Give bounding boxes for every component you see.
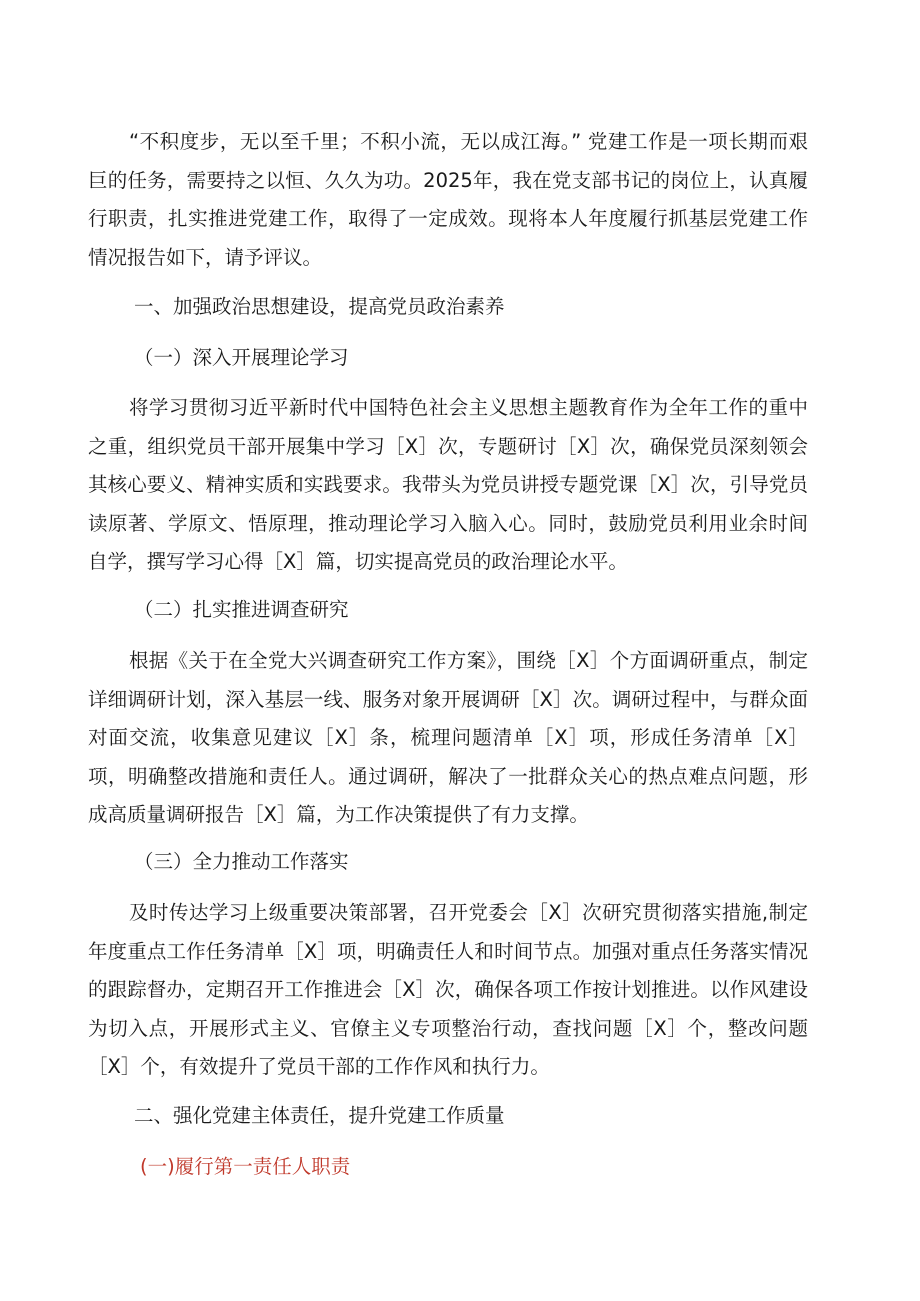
subsection-3-heading: （三）全力推动工作落实 xyxy=(134,850,349,873)
subsection-2-paragraph: 根据《关于在全党大兴调查研究工作方案》，围绕［X］个方面调研重点，制定详细调研计划，深入基层一线、服务对象开展调研［X］次。调研过程中，与群众面对面交流，收集意见建议［X］条，梳理问题清单［X］项，形成任务清单［X］项，明确整改措施和责任人。通过调研，解决了一批群众关心的热点难点问题，形成高质量调研报告［X］篇，为工作决策提供了有力支撑。 xyxy=(88,649,808,827)
subsection-1-paragraph: 将学习贯彻习近平新时代中国特色社会主义思想主题教育作为全年工作的重中之重，组织党员干部开展集中学习［X］次，专题研讨［X］次，确保党员深刻领会其核心要义、精神实质和实践要求。我带头为党员讲授专题党课［X］次，引导党员读原著、学原文、悟原理，推动理论学习入脑入心。同时，鼓励党员利用业余时间自学，撰写学习心得［X］篇，切实提高党员的政治理论水平。 xyxy=(88,396,808,574)
subsection-4-heading: (一)履行第一责任人职责 xyxy=(140,1155,351,1178)
subsection-2-heading: （二）扎实推进调查研究 xyxy=(134,598,349,621)
subsection-1-heading: （一）深入开展理论学习 xyxy=(134,346,349,369)
section-2-heading: 二、强化党建主体责任，提升党建工作质量 xyxy=(134,1104,505,1127)
section-1-heading: 一、加强政治思想建设，提高党员政治素养 xyxy=(134,295,505,318)
subsection-3-paragraph: 及时传达学习上级重要决策部署，召开党委会［X］次研究贯彻落实措施,制定年度重点工作任务清单［X］项，明确责任人和时间节点。加强对重点任务落实情况的跟踪督办，定期召开工作推进会［X］次，确保各项工作按计划推进。以作风建设为切入点，开展形式主义、官僚主义专项整治行动，查找问题［X］个，整改问题［X］个，有效提升了党员干部的工作作风和执行力。 xyxy=(88,901,808,1079)
intro-paragraph: “不积度步，无以至千里；不积小流，无以成江海。” 党建工作是一项长期而艰巨的任务，需要持之以恒、久久为功。2025年，我在党支部书记的岗位上，认真履行职责，扎实推进党建工作，取得了一定成效。现将本人年度履行抓基层党建工作情况报告如下，请予评议。 xyxy=(88,130,808,269)
